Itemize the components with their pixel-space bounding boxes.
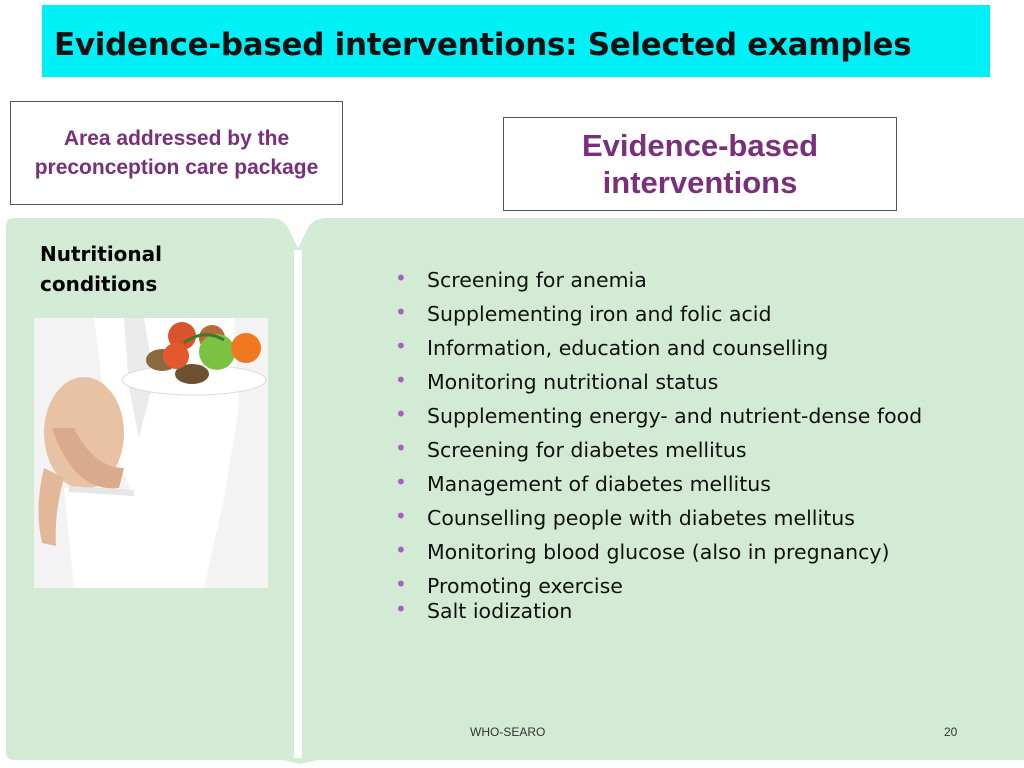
intervention-text: Screening for anemia	[427, 268, 647, 292]
bullet-icon: •	[395, 266, 407, 290]
intervention-text: Supplementing iron and folic acid	[427, 302, 772, 326]
interventions-header-text: Evidence-based interventions	[581, 128, 819, 200]
bullet-icon: •	[395, 572, 407, 596]
page-number: 20	[944, 725, 958, 739]
pregnant-woman-fruit-plate-image	[34, 318, 268, 588]
list-item	[395, 599, 922, 629]
bullet-icon: •	[395, 368, 407, 392]
bullet-icon: •	[395, 597, 407, 621]
area-header-box	[10, 101, 343, 205]
list-item	[395, 365, 922, 399]
bullet-icon: •	[395, 300, 407, 324]
bullet-icon: •	[395, 402, 407, 426]
list-item	[395, 467, 922, 501]
list-item	[395, 297, 922, 331]
bullet-icon: •	[395, 436, 407, 460]
intervention-text: Management of diabetes mellitus	[427, 472, 771, 496]
intervention-text: Information, education and counselling	[427, 336, 829, 360]
bullet-icon: •	[395, 504, 407, 528]
intervention-text: Monitoring blood glucose (also in pregnancy)	[427, 540, 890, 564]
intervention-text: Promoting exercise	[427, 574, 623, 598]
intervention-text: Counselling people with diabetes mellitus	[427, 506, 855, 530]
interventions-header-box	[503, 117, 897, 211]
title-bar	[42, 5, 990, 77]
list-item	[395, 569, 922, 603]
interventions-list	[395, 263, 922, 629]
list-item	[395, 535, 922, 569]
bullet-icon: •	[395, 470, 407, 494]
list-item	[395, 331, 922, 365]
slide-title: Evidence-based interventions: Selected examples	[54, 27, 912, 63]
list-item	[395, 263, 922, 297]
intervention-text: Supplementing energy- and nutrient-dense food	[427, 404, 923, 428]
footer-source: WHO-SEARO	[470, 725, 546, 739]
bullet-icon: •	[395, 334, 407, 358]
bullet-icon: •	[395, 538, 407, 562]
area-header-text: Area addressed by the preconception care package	[34, 127, 319, 179]
intervention-text: Screening for diabetes mellitus	[427, 438, 747, 462]
list-item	[395, 433, 922, 467]
area-label: Nutritional conditions	[40, 242, 163, 296]
intervention-text: Salt iodization	[427, 599, 573, 623]
intervention-text: Monitoring nutritional status	[427, 370, 719, 394]
list-item	[395, 501, 922, 535]
list-item	[395, 399, 922, 433]
